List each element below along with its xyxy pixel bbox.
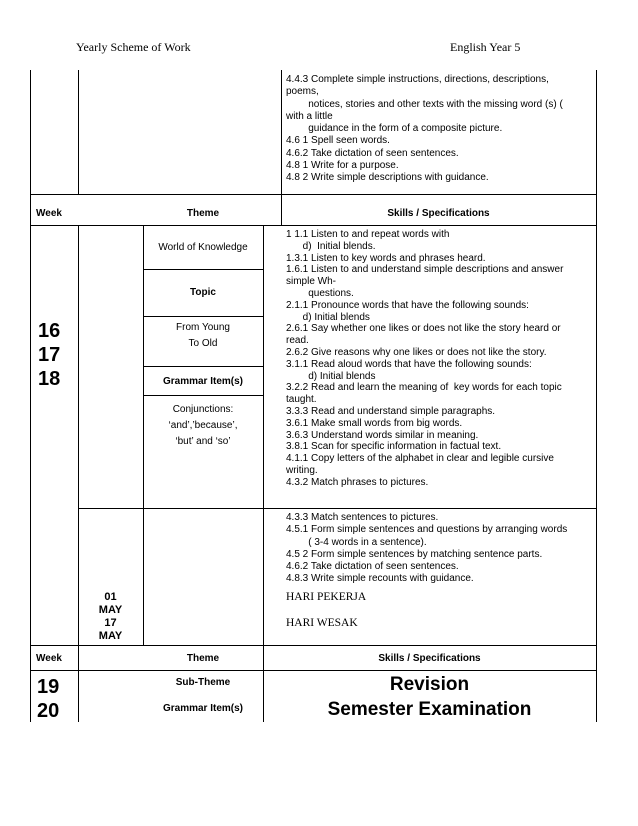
skill-line: 4.5 2 Form simple sentences by matching sentence parts. <box>286 548 543 560</box>
skill-line: 3.3.3 Read and understand simple paragraphs. <box>286 405 496 417</box>
skill-line: questions. <box>286 287 354 299</box>
skill-line: ( 3-4 words in a sentence). <box>286 536 427 548</box>
week-numbers-2 <box>37 675 59 723</box>
grammar-label-2: Grammar Item(s) <box>162 703 244 714</box>
grammar-line: ‘and’,’because’, <box>168 420 238 431</box>
skill-line: poems, <box>286 86 319 98</box>
grammar-line: ‘but’ and ‘so’ <box>175 436 231 447</box>
grammar-line: Conjunctions: <box>172 404 234 415</box>
topic-label: Topic <box>190 287 216 298</box>
date-line: 17 <box>104 617 117 629</box>
topic-line: To Old <box>188 338 218 349</box>
skill-line: 4.3.3 Match sentences to pictures. <box>286 512 439 523</box>
week-number: 16 <box>38 320 61 342</box>
skill-line: d) Initial blends <box>286 311 370 323</box>
skill-line: 1 1.1 Listen to and repeat words with <box>286 229 450 240</box>
top-skills-list <box>286 74 563 185</box>
skill-line: d) Initial blends <box>286 370 376 382</box>
block1-skills2-list <box>286 512 567 586</box>
week-numbers <box>38 319 60 391</box>
skill-line: 3.6.3 Understand words similar in meaning. <box>286 429 479 441</box>
skill-line: 4.5.1 Form simple sentences and questions by arranging words <box>286 524 568 536</box>
skill-line: 2.6.1 Say whether one likes or does not like the story heard or <box>286 323 561 335</box>
skill-line: 4.6.2 Take dictation of seen sentences. <box>286 561 459 573</box>
skill-line: 3.1.1 Read aloud words that have the following sounds: <box>286 358 532 370</box>
skill-line: 4.4.3 Complete simple instructions, directions, descriptions, <box>286 74 549 85</box>
topic-value <box>143 320 263 352</box>
subtheme-label: Sub-Theme <box>175 677 231 688</box>
skill-line: 1.6.1 Listen to and understand simple descriptions and answer <box>286 264 564 276</box>
document-header-left: Yearly Scheme of Work <box>76 40 191 54</box>
date-line: 01 <box>104 591 117 603</box>
exam-text: Semester Examination <box>327 699 532 720</box>
skill-line: with a little <box>286 110 333 122</box>
skill-line: simple Wh- <box>286 276 337 288</box>
skill-line: 2.1.1 Pronounce words that have the following sounds: <box>286 299 529 311</box>
skill-line: 3.8.1 Scan for specific information in factual text. <box>286 441 502 453</box>
skill-line: 3.2.2 Read and learn the meaning of key words for each topic <box>286 382 562 394</box>
document-header-right: English Year 5 <box>450 40 521 54</box>
grammar-value <box>143 402 263 450</box>
week-number: 20 <box>37 700 60 722</box>
skill-line: d) Initial blends. <box>286 240 376 252</box>
theme-header-2: Theme <box>186 653 220 664</box>
skill-line: taught. <box>286 394 317 406</box>
theme-value: World of Knowledge <box>158 242 248 253</box>
holiday-1: HARI PEKERJA <box>286 591 367 603</box>
skill-line: 4.8 2 Write simple descriptions with guidance. <box>286 172 489 184</box>
skill-line: guidance in the form of a composite picture. <box>286 123 503 135</box>
skills-divider <box>263 508 596 509</box>
skill-line: 4.6 1 Spell seen words. <box>286 135 390 147</box>
week-number: 17 <box>38 344 61 366</box>
skill-line: notices, stories and other texts with the missing word (s) ( <box>286 98 563 110</box>
week-number: 19 <box>37 676 60 698</box>
skill-line: 4.6.2 Take dictation of seen sentences. <box>286 147 459 159</box>
skill-line: read. <box>286 335 309 347</box>
grammar-label: Grammar Item(s) <box>162 376 244 387</box>
topic-line: From Young <box>176 322 230 333</box>
skills-header-2: Skills / Specifications <box>378 653 481 664</box>
week-header-2: Week <box>36 653 62 664</box>
date-line: MAY <box>98 630 123 642</box>
block1-skills-list <box>286 229 563 489</box>
week-header: Week <box>36 208 62 219</box>
skill-line: 2.6.2 Give reasons why one likes or does not like the story. <box>286 346 547 358</box>
revision-text: Revision <box>389 674 470 695</box>
skill-line: 4.8.3 Write simple recounts with guidance. <box>286 573 474 585</box>
date-line: MAY <box>98 604 123 616</box>
holiday-dates <box>78 591 143 643</box>
week-number: 18 <box>38 368 61 390</box>
skill-line: 4.3.2 Match phrases to pictures. <box>286 476 429 488</box>
skill-line: 1.3.1 Listen to key words and phrases heard. <box>286 252 486 264</box>
skill-line: writing. <box>286 464 318 476</box>
holiday-2: HARI WESAK <box>286 617 358 629</box>
skill-line: 4.8 1 Write for a purpose. <box>286 160 399 172</box>
skill-line: 3.6.1 Make small words from big words. <box>286 417 463 429</box>
skill-line: 4.1.1 Copy letters of the alphabet in clear and legible cursive <box>286 453 554 465</box>
theme-header: Theme <box>186 208 220 219</box>
skills-header: Skills / Specifications <box>387 208 490 219</box>
